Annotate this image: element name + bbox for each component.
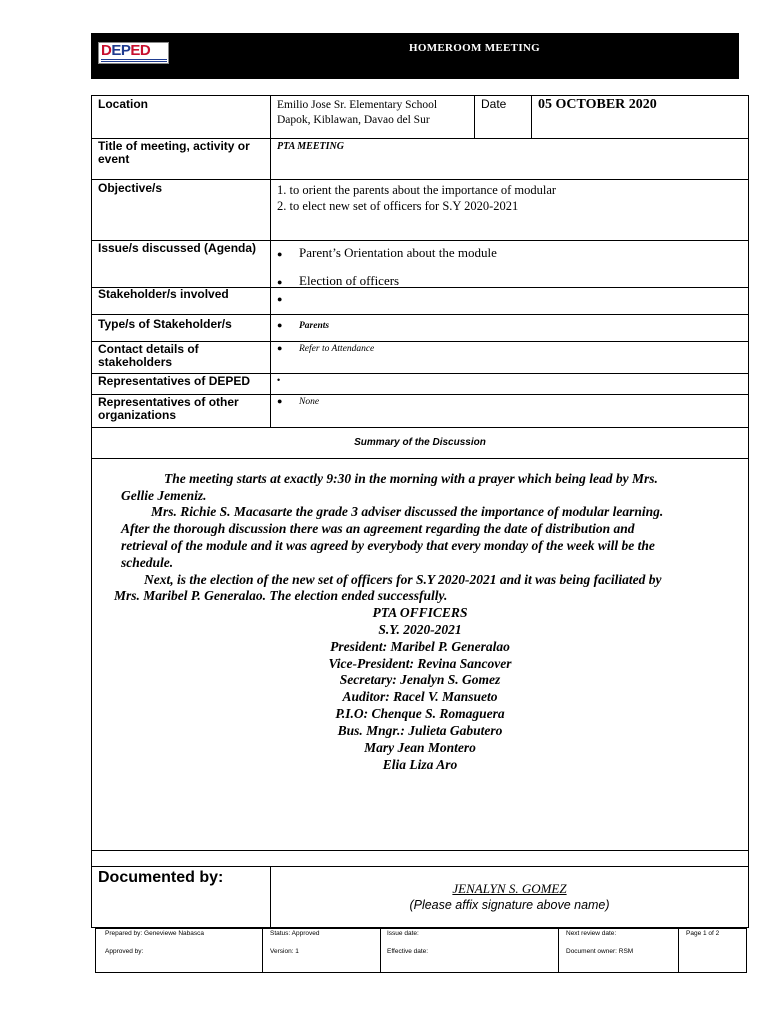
contact-value-cell [270,341,749,374]
date-value-cell [531,95,749,139]
stakeholder-types-value-cell [270,314,749,342]
objective-label: Objective/s [98,181,163,195]
footer-effective-date: Effective date: [387,948,429,955]
date-value: 05 OCTOBER 2020 [538,97,657,112]
location-line-1: Emilio Jose Sr. Elementary School [277,99,438,111]
agenda-item: ● Parent’s Orientation about the module [277,239,742,268]
location-value-cell [270,95,475,139]
reps-other-label: Representatives of other organizations [98,395,239,422]
summary-spacer-row [91,850,749,867]
summary-header-cell [91,427,749,459]
location-label-cell [91,95,271,139]
agenda-item: ● Election of officers [277,267,742,296]
officers-title: PTA OFFICERS [372,605,468,620]
reps-other-label-cell [91,394,271,428]
reps-deped-label: Representatives of DEPED [98,374,251,388]
reps-other-value: None [299,397,320,407]
title-value-cell [270,138,749,180]
bullet-icon: • [277,375,281,385]
stakeholders-value-cell [270,287,749,315]
summary-paragraph-2-line-4: schedule. [121,555,174,570]
contact-label-cell [91,341,271,374]
logo-underline [101,59,167,62]
footer-version: Version: 1 [270,948,299,955]
issues-value-cell [270,240,749,288]
location-label: Location [98,97,148,111]
footer-status: Status: Approved [270,930,320,937]
stakeholder-types-label-cell [91,314,271,342]
title-label: Title of meeting, activity or event [98,139,250,166]
officer-entry: President: Maribel P. Generalao [330,639,510,654]
officer-entry: P.I.O: Chenque S. Romaguera [335,706,505,721]
bullet-icon: ● [277,277,283,287]
objective-item-1: 1. to orient the parents about the importance of modular [277,183,557,197]
footer-document-owner: Document owner: RSM [566,948,634,955]
summary-header: Summary of the Discussion [354,437,486,448]
officer-entry: Auditor: Racel V. Mansueto [342,689,498,704]
officer-entry: Mary Jean Montero [364,740,476,755]
logo-letters-ep: EP [111,42,131,59]
footer-divider [678,928,679,973]
bullet-icon: ● [277,320,283,330]
documenter-name: JENALYN S. GOMEZ [452,881,567,896]
footer-divider [380,928,381,973]
footer-issue-date: Issue date: [387,930,419,937]
bullet-icon: ● [277,343,283,353]
summary-paragraph-3-line-2: Mrs. Maribel P. Generalao. The election ended successfully. [114,588,448,603]
objective-value-cell [270,179,749,241]
reps-deped-label-cell [91,373,271,395]
contact-value: Refer to Attendance [299,344,375,354]
summary-paragraph-1: The meeting starts at exactly 9:30 in the morning with a prayer which being lead by Mrs. [164,471,658,486]
footer-next-review: Next review date: [566,930,617,937]
bullet-icon: ● [277,396,283,406]
footer-page-number: Page 1 of 2 [686,930,720,937]
footer-divider [262,928,263,973]
officer-entry: Secretary: Jenalyn S. Gomez [339,672,501,687]
footer-divider [558,928,559,973]
title-value: PTA MEETING [277,141,344,152]
summary-paragraph-3: Next, is the election of the new set of officers for S.Y 2020-2021 and it was being faciliated by [144,572,662,587]
stakeholders-label: Stakeholder/s involved [98,287,229,301]
reps-deped-value-cell [270,373,749,395]
bullet-icon: ● [277,294,283,304]
stakeholders-label-cell [91,287,271,315]
documented-label: Documented by: [98,869,224,886]
summary-paragraph-2-line-2: After the thorough discussion there was an agreement regarding the date of distribution and [121,521,635,536]
documented-label-cell [91,866,271,928]
officer-entry: Vice-President: Revina Sancover [328,656,512,671]
summary-paragraph-2-line-3: retrieval of the module and it was agreed by everybody that every monday of the week will be the [121,538,655,553]
summary-paragraph-2: Mrs. Richie S. Macasarte the grade 3 adviser discussed the importance of modular learning. [151,504,664,519]
issues-label: Issue/s discussed (Agenda) [98,241,257,255]
officer-entry: Elia Liza Aro [382,757,458,772]
documented-value-cell [270,866,749,928]
objective-item-2: 2. to elect new set of officers for S.Y 2020-2021 [277,199,519,213]
date-label-cell [474,95,532,139]
location-line-2: Dapok, Kiblawan, Davao del Sur [277,114,430,126]
contact-label: Contact details of stakeholders [98,342,199,369]
date-label: Date [481,97,507,111]
title-label-cell [91,138,271,180]
officers-school-year: S.Y. 2020-2021 [378,622,462,637]
footer-prepared-by: Prepared by: Geneviewe Nabasca [105,930,205,937]
stakeholder-types-value: Parents [299,321,330,331]
summary-paragraph-1-cont: Gellie Jemeniz. [121,488,207,503]
header-bar [91,33,739,79]
objective-label-cell [91,179,271,241]
officer-entry: Bus. Mngr.: Julieta Gabutero [337,723,503,738]
reps-other-value-cell [270,394,749,428]
bullet-icon: ● [277,249,283,259]
issues-label-cell [91,240,271,288]
page-title: HOMEROOM MEETING [409,42,540,54]
footer-approved-by: Approved by: [105,948,144,955]
logo-letter-d: D [101,42,112,59]
logo-letters-ed: ED [130,42,151,59]
stakeholder-types-label: Type/s of Stakeholder/s [98,317,232,331]
signature-note: (Please affix signature above name) [409,898,610,912]
